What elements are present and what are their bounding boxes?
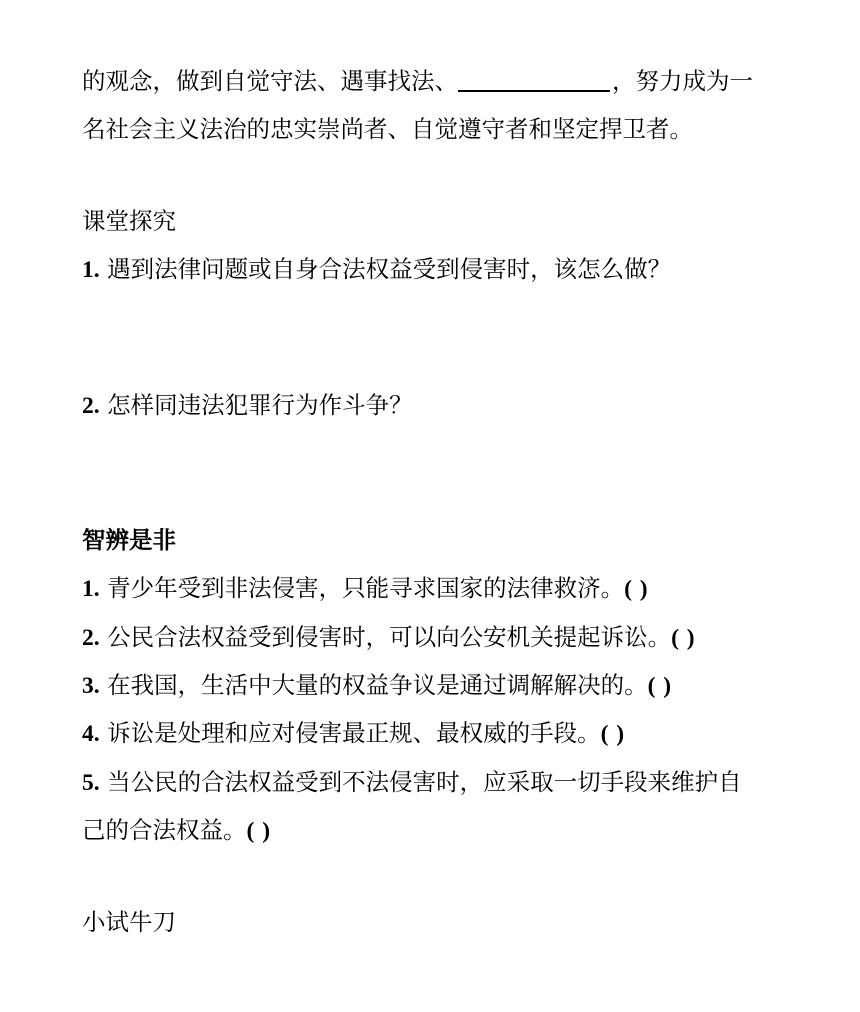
question-number: 1. (82, 257, 100, 283)
question-text: 遇到法律问题或自身合法权益受到侵害时，该怎么做？ (107, 255, 672, 283)
question-number: 2. (82, 393, 100, 419)
section-heading-judge: 智辨是非 (82, 526, 176, 554)
fill-in-blank (458, 90, 610, 92)
section-heading-practice: 小试牛刀 (82, 908, 176, 936)
item-number: 4. (82, 721, 100, 747)
judge-item-1 (82, 568, 649, 608)
item-number: 2. (82, 625, 100, 651)
judge-item-3 (82, 665, 672, 705)
intro-line-1 (82, 61, 753, 101)
answer-parenthesis: ( ) (647, 673, 673, 699)
section-heading-classroom: 课堂探究 (82, 207, 176, 235)
item-number: 5. (82, 770, 100, 796)
judge-item-2 (82, 617, 696, 657)
answer-parenthesis: ( ) (246, 818, 272, 844)
judge-item-4 (82, 713, 625, 753)
classroom-question-2 (82, 385, 413, 425)
item-text: 公民合法权益受到侵害时，可以向公安机关提起诉讼。 (107, 623, 672, 651)
question-text: 怎样同违法犯罪行为作斗争？ (107, 391, 413, 419)
intro-text-after-blank: ，努力成为一 (612, 67, 753, 95)
classroom-question-1 (82, 249, 671, 289)
item-number: 1. (82, 576, 100, 602)
judge-item-5 (82, 762, 742, 802)
answer-parenthesis: ( ) (600, 721, 626, 747)
item-text: 在我国，生活中大量的权益争议是通过调解解决的。 (107, 671, 648, 699)
item-text: 己的合法权益。 (82, 816, 247, 844)
answer-parenthesis: ( ) (671, 625, 696, 651)
intro-line-2: 名社会主义法治的忠实崇尚者、自觉遵守者和坚定捍卫者。 (82, 115, 693, 143)
item-text: 诉讼是处理和应对侵害最正规、最权威的手段。 (107, 719, 601, 747)
item-text: 当公民的合法权益受到不法侵害时，应采取一切手段来维护自 (107, 768, 742, 796)
judge-item-5-continued (82, 810, 271, 850)
intro-text-before-blank: 的观念，做到自觉守法、遇事找法、 (82, 67, 458, 95)
item-text: 青少年受到非法侵害，只能寻求国家的法律救济。 (107, 574, 625, 602)
item-number: 3. (82, 673, 100, 699)
answer-parenthesis: ( ) (624, 576, 649, 602)
